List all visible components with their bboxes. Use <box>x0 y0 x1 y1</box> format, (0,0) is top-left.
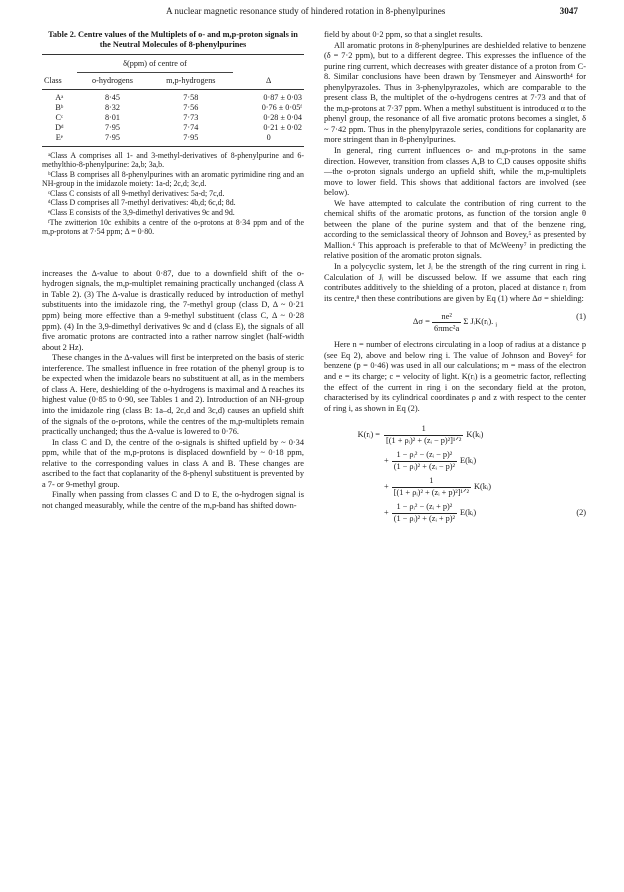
equation-1-label: (1) <box>576 311 586 322</box>
footnote-b: ᵇClass B comprises all 8-phenylpurines with an aromatic pyrimidine ring and an NH-group in the imidazole moiety: 1a-d; 2c,d; 3c,d. <box>42 169 304 189</box>
equation-2: K(rᵢ) = $\frac{1}{\text{[(1 + ρᵢ)² + (zᵢ − p)²]¹ᐟ²}}$ K(kᵢ) + $\frac{\text{1 − ρᵢ² − (zᵢ − p)²}}{\text{(1 − ρᵢ)² + (zᵢ − p)²}}$ E(kᵢ) + $\frac{1}{\text{[(1 + ρᵢ)² + (zᵢ + p)²]¹ᐟ²}}$ K(kᵢ) + $\frac{\text{1 − ρᵢ² − (zᵢ + p)²}}{\text{(1 − ρᵢ)² + (zᵢ + p)²}}$ E(kᵢ) (2) <box>357 424 586 523</box>
footnote-a: ᵃClass A comprises all 1- and 3-methyl-derivatives of 8-phenylpurine and 6-methylthio-8-phenylpurine: 2a,b; 3a,b. <box>42 150 304 170</box>
table-row: Cᶜ 8·01 7·73 0·28 ± 0·04 <box>55 112 302 122</box>
body-paragraph: Here n = number of electrons circulating in a loop of radius at a distance p (see Eq 2), above and below ring i. The value of Johnson and Bovey⁵ for benzene (p = 0·46) was used in all our calculations; m = mass of the electron and e = its charge; c = velocity of light. K(rᵢ) is a geometric factor, reflecting the effect of the current in ring i on the secondary field at the proton, characterised by its cylindrical coordinates ρ and z with respect to the center of ring i, as shown in Eq (2). <box>324 340 586 413</box>
table-row: Eᵉ 7·95 7·95 0 <box>42 133 304 147</box>
body-paragraph: field by about 0·2 ppm, so that a singlet results. <box>324 30 483 39</box>
footnote-e: ᵉClass E consists of the 3,9-dimethyl derivatives 9c and 9d. <box>48 208 235 218</box>
col-header-class: Class <box>44 75 62 85</box>
footnote-d: ᵈClass D comprises all 7-methyl derivatives: 4b,d; 6c,d; 8d. <box>48 198 236 208</box>
table-group-header: δ(ppm) of centre of <box>77 55 234 73</box>
body-paragraph: In general, ring current influences o- and m,p-protons in the same direction. However, transition from classes A,B to C,D causes opposite shifts—the o-proton signals undergo an upfield shift, while the m,p-multiplets move to lower field. This shows that additional factors are involved (see below). <box>324 146 586 198</box>
body-paragraph: increases the Δ-value to about 0·87, due to a downfield shift of the o-hydrogen signals, the m,p-multiplet remaining practically unchanged (class A in Table 2). (3) The Δ-value is drastically reduced by introduction of methyl substituents into the imidazole ring, the 7-methyl group (class D, Δ ~ 0·21 ppm) being more effective than a 9-methyl substituent (class C, Δ ~ 0·28 ppm). (4) In the 3,9-dimethyl derivatives 9c and d (class E), the signals of all five aromatic protons are contracted into a rather narrow singlet (half-width about 2 Hz). <box>42 268 304 352</box>
body-paragraph: Finally when passing from classes C and D to E, the o-hydrogen signal is not changed measurably, while the centre of the m,p-band has shifted down- <box>42 490 304 510</box>
footnote-c: ᶜClass C consists of all 9-methyl derivatives: 5a-d; 7c,d. <box>48 188 225 198</box>
table-row: Aᵃ 8·45 7·58 0·87 ± 0·03 <box>55 92 302 102</box>
page-number: 3047 <box>559 6 578 16</box>
body-paragraph: All aromatic protons in 8-phenylpurines are deshielded relative to benzene (δ = 7·2 ppm), but to a different degree. This expresses the influence of the purine ring current, which decreases with greater distance of a proton from C-8. Similar conclusions have been drawn by Tensmeyer and Ainsworth⁴ for phenylpyrazoles. Thus in 3-phenylpyrazoles, which are comparable to the present class B, the multiplet of the o-hydrogens centres at 7·73 and that of the m,p-protons at 7·37 ppm. When a methyl substituent is introduced α to the phenyl group, the resonance of all five aromatic protons becomes a singlet, δ ~ 7·42 ppm. Thus in the phenylpyrazole series, conditions for coplanarity are more stringent than in 8-phenylpurines. <box>324 40 586 145</box>
left-column <box>42 30 304 511</box>
right-column <box>324 30 586 526</box>
table-row: Dᵈ 7·95 7·74 0·21 ± 0·02 <box>55 122 302 132</box>
table-caption: Table 2. Centre values of the Multiplets of o- and m,p-proton signals in the Neutral Molecules of 8-phenylpurines <box>48 30 298 49</box>
col-header-o: o-hydrogens <box>92 75 133 85</box>
col-header-mp: m,p-hydrogens <box>166 75 216 85</box>
body-paragraph: We have attempted to calculate the contribution of ring current to the chemical shifts of the aromatic protons, as function of the torsion angle θ between the plane of the purine system and that of the benzene ring, according to the semiclassical theory of Johnson and Bovey,⁵ as presented by Mallion.⁶ This approach is preferable to that of McWeeny⁷ in predicting the relative position of the aromatic proton signals. <box>324 198 586 261</box>
equation-1: Δσ = $\frac{\text{ne²}}{\text{6πmc²a}}$ Σ JᵢK(rᵢ). $_i$ (1) <box>412 311 586 333</box>
equation-2-label: (2) <box>576 507 586 517</box>
body-paragraph: In a polycyclic system, let Jᵢ be the strength of the ring current in ring i. Calculation of Jᵢ will be discussed below. If we assume that each ring contributes additively to the shielding of a proton, placed at distance rᵢ from its centre,⁸ then these contributions are given by Eq (1) where Δσ = shielding: <box>324 262 586 303</box>
running-title: A nuclear magnetic resonance study of hindered rotation in 8-phenylpurines <box>166 6 446 16</box>
body-paragraph: These changes in the Δ-values will first be interpreted on the basis of steric interference. The smallest influence in free rotation of the phenyl group is to be expected when the imidazole bears no substituent at all, as in the members of class A. Here, deshielding of the o-hydrogens is maximal and Δ reaches its highest value (0·85 to 0·90, see Tables 1 and 2). Introduction of an NH-group into the imidazole ring (class B: 1a–d, 2c,d and 3c,d) causes an upfield shift of the signals of the o-protons, while the centres of the m,p-multiplets remain practically unchanged; thus the Δ-value is lowered to 0·76. <box>42 353 304 437</box>
footnote-f: ᶠThe zwitterion 10c exhibits a centre of the o-protons at 8·34 ppm and of the m,p-protons at 7·54 ppm; Δ = 0·80. <box>42 217 304 237</box>
table-row: Bᵇ 8·32 7·56 0·76 ± 0·05ᶠ <box>55 102 302 112</box>
table-2 <box>42 54 304 147</box>
col-header-delta: Δ <box>266 75 272 85</box>
table-footnotes <box>42 151 304 237</box>
body-paragraph: In class C and D, the centre of the o-signals is shifted upfield by ~ 0·34 ppm, while that of the m,p-protons is displaced downfield by ~ 0·18 ppm, relative to the corresponding values in class A and B. These changes are ascribed to the fact that coplanarity of the 8-phenyl substituent is prevented by a 7- or 9-methyl group. <box>42 437 304 489</box>
